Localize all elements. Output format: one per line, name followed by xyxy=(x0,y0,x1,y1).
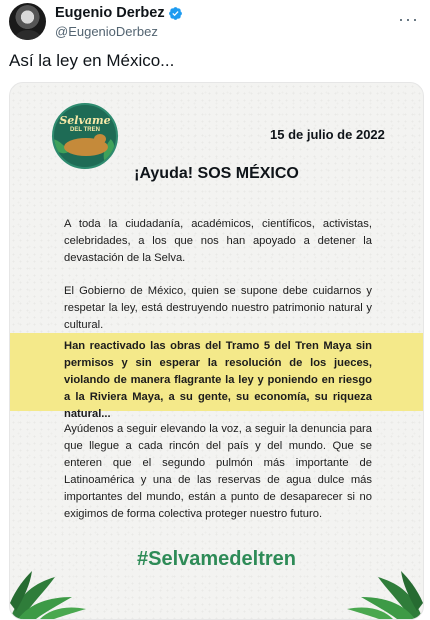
author-name-row[interactable] xyxy=(55,5,183,21)
letter-paragraph-4: Ayúdenos a seguir elevando la voz, a seguir la denuncia para que llegue a cada rincón del país y del mundo. Que se enteren que el segundo pulmón más importante de Latinoamérica y una de las reservas de agua dulce más importantes del mundo, están a punto de desaparecer si no exigimos de forma colectiva proteger nuestro futuro. xyxy=(64,423,372,520)
jaguar-illustration xyxy=(64,138,108,156)
tweet-header xyxy=(9,3,421,43)
letter-paragraph-2: El Gobierno de México, quien se supone debe cuidarnos y respetar la ley, está destruyendo nuestro patrimonio natural y cultural. xyxy=(64,285,372,331)
more-options-icon[interactable]: ··· xyxy=(398,9,419,29)
logo-subtitle: DEL TREN xyxy=(70,127,100,133)
palm-leaves-left-icon xyxy=(10,563,90,619)
verified-badge-icon xyxy=(168,6,183,21)
palm-leaves-right-icon xyxy=(343,563,423,619)
letter-date: 15 de julio de 2022 xyxy=(270,127,385,142)
author-handle[interactable]: @EugenioDerbez xyxy=(55,24,158,39)
avatar[interactable] xyxy=(9,3,46,40)
logo-title: Selvame xyxy=(59,114,111,127)
tweet-text: Así la ley en México... xyxy=(9,51,175,70)
letter-paragraph-3-highlighted: Han reactivado las obras del Tramo 5 del Tren Maya sin permisos y sin esperar la resolución de los jueces, violando de manera flagrante la ley y poniendo en riesgo a la Riviera Maya, a su gente, su economía, su riqueza natural... xyxy=(64,340,372,420)
letter-paragraph-1: A toda la ciudadanía, académicos, científicos, activistas, celebridades, a los que nos han apoyado a detener la devastación de la Selva. xyxy=(64,218,372,264)
tweet-image[interactable] xyxy=(9,82,424,620)
letter-headline: ¡Ayuda! SOS MÉXICO xyxy=(134,165,299,182)
hashtag: #Selvamedeltren xyxy=(137,548,296,570)
author-display-name[interactable]: Eugenio Derbez xyxy=(55,5,165,21)
selvame-logo xyxy=(52,103,118,169)
